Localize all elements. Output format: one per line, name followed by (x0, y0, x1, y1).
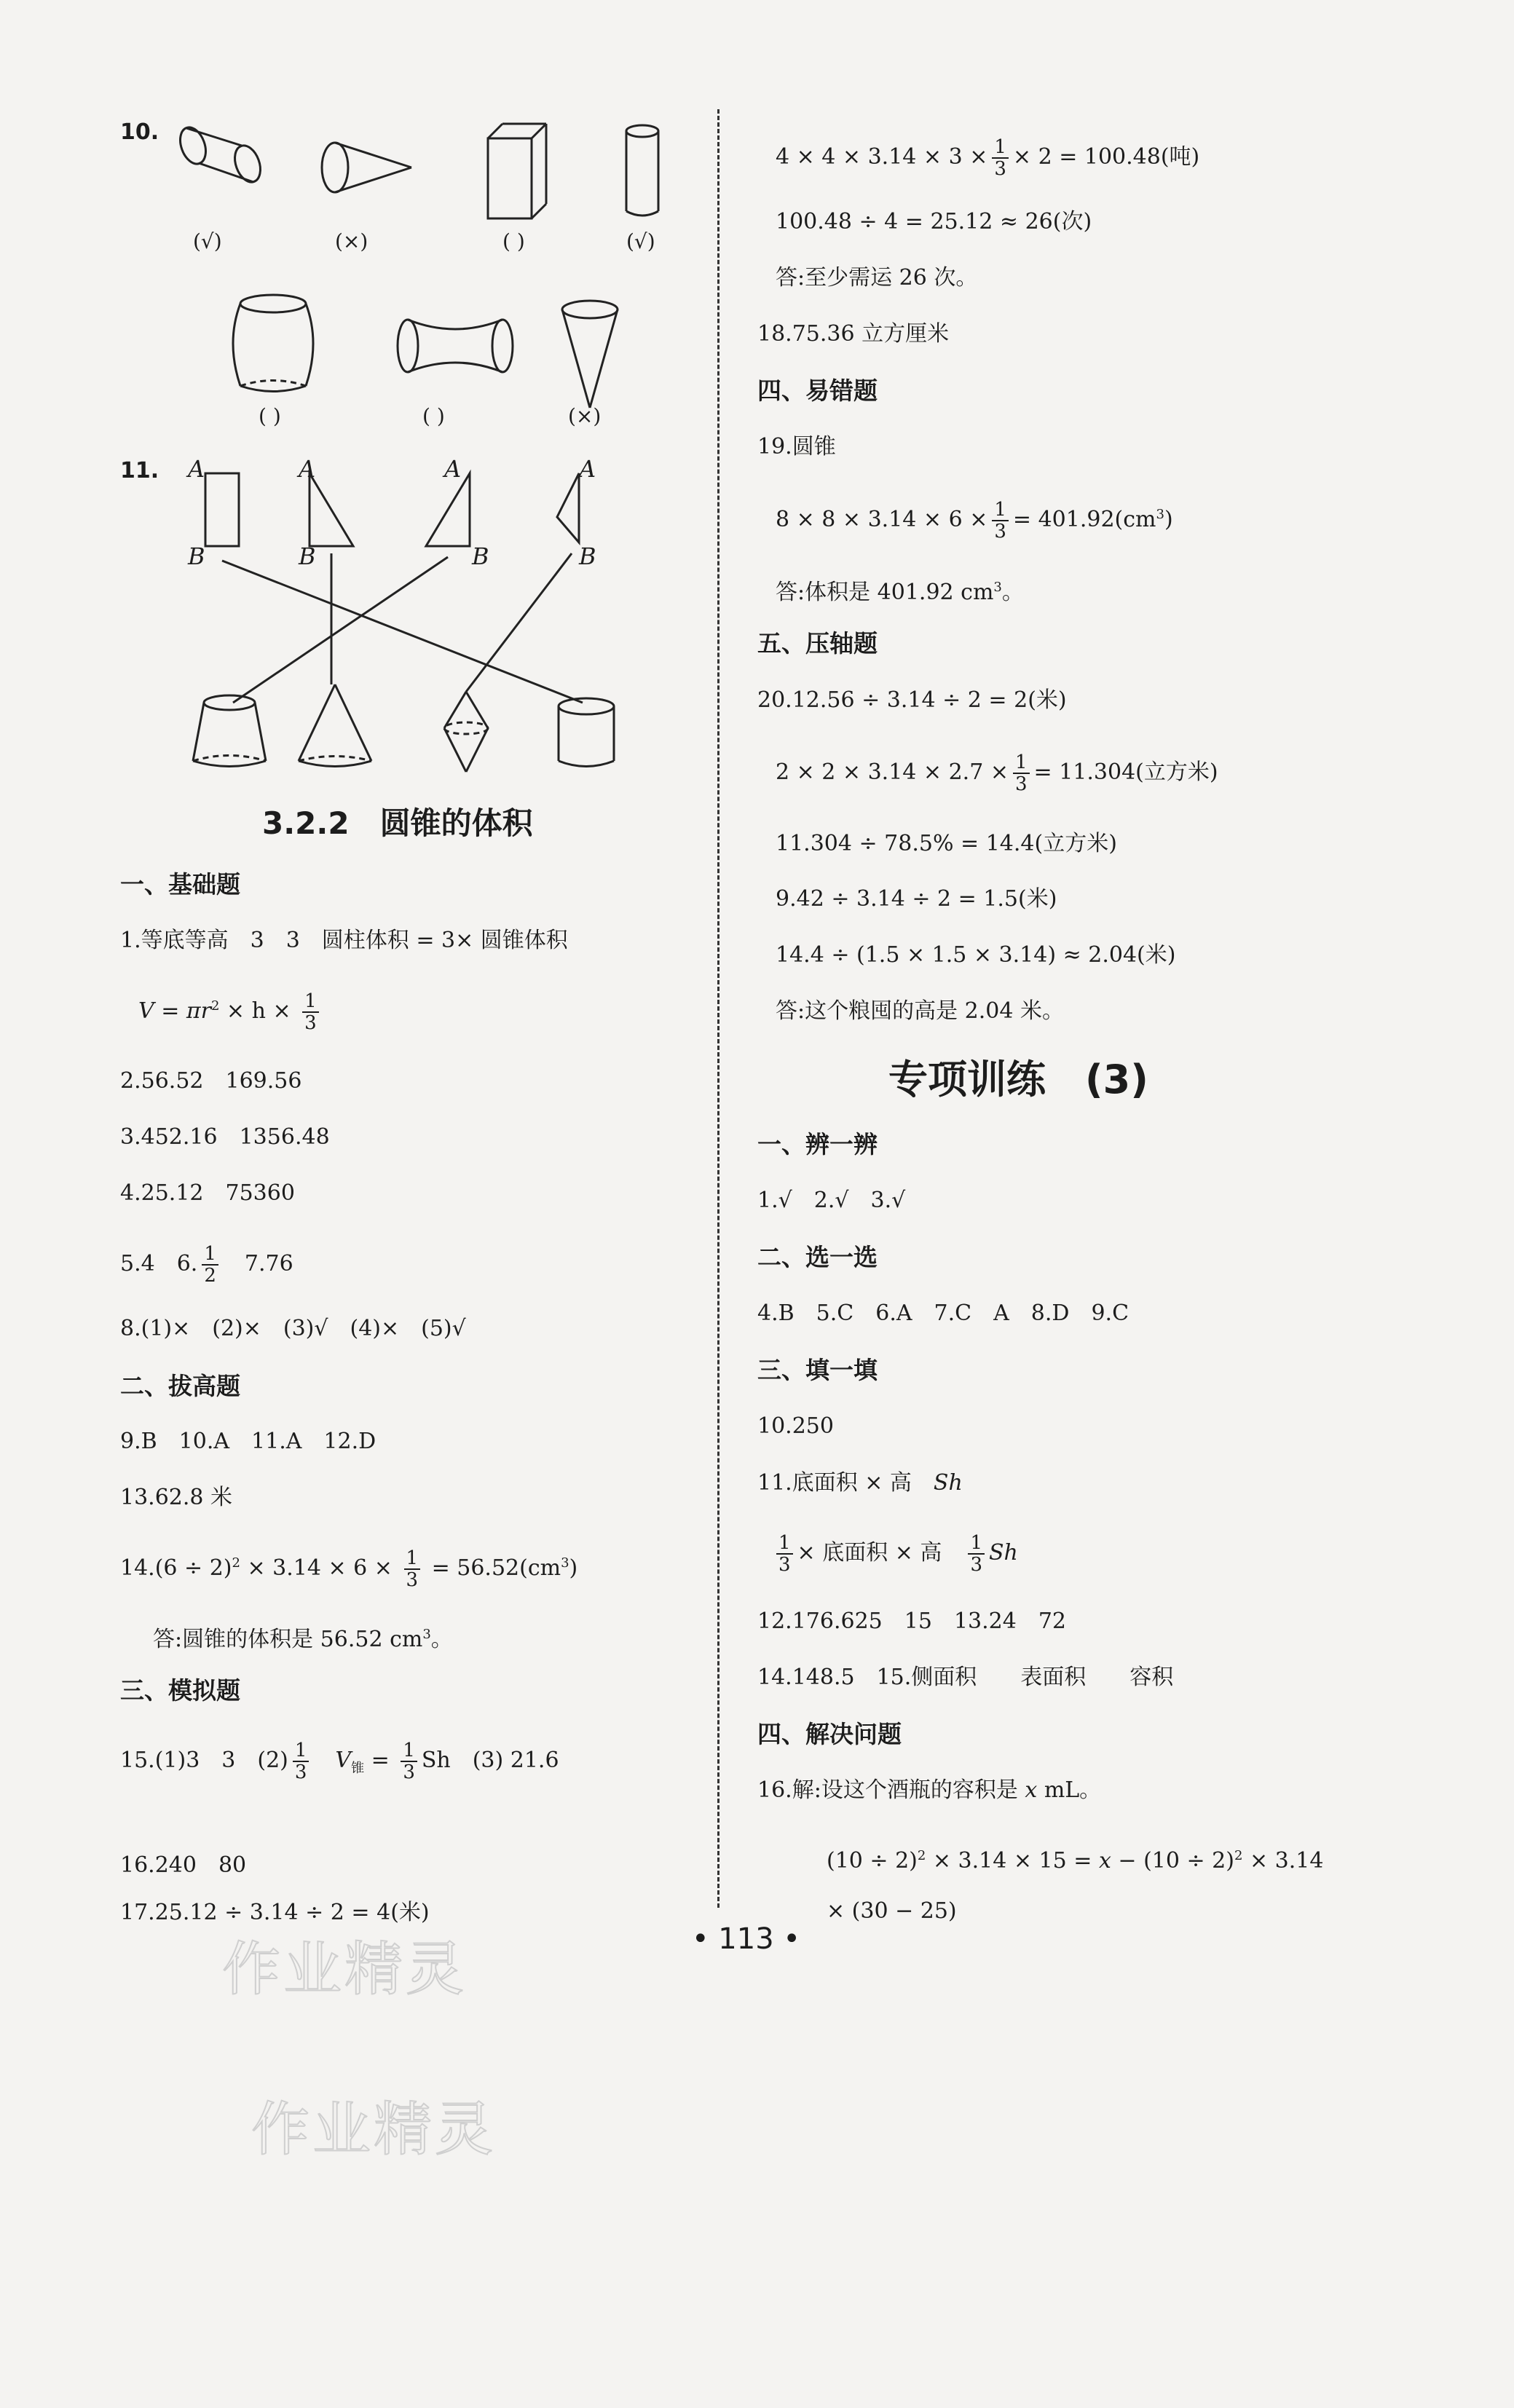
exp: 2 (210, 998, 220, 1014)
heading-final: 五、压轴题 (757, 629, 878, 658)
volume-symbol: V (335, 1748, 352, 1773)
double-cone-figure (444, 692, 488, 772)
heading-fill: 三、填一填 (757, 1356, 878, 1384)
fraction-one-third: $\frac{1}{3}$ (776, 1533, 793, 1575)
sh-symbol: Sh (933, 1470, 963, 1496)
close-paren: ) (1164, 507, 1173, 532)
answer-15-lead: 15.(1)3 3 (2) (120, 1748, 288, 1773)
answer-1-formula (138, 990, 323, 1033)
watermark: 作业精灵 (222, 1935, 467, 2003)
answer-20-step3: 11.304 ÷ 78.5% = 14.4(立方米) (776, 831, 1117, 856)
step2-lead: 4 × 4 × 3.14 × 3 × (776, 144, 988, 170)
heading-judge: 一、辨一辨 (757, 1130, 878, 1158)
answer-15 (120, 1740, 559, 1785)
q10-mark-5: ( ) (259, 404, 281, 428)
exp: 3 (993, 580, 1002, 595)
answer-20-reply: 答:这个粮囤的高是 2.04 米。 (776, 998, 1064, 1024)
answer-20-step4: 9.42 ÷ 3.14 ÷ 2 = 1.5(米) (776, 886, 1057, 912)
shape-small-triangle (557, 473, 579, 542)
heading-mock: 三、模拟题 (120, 1676, 240, 1705)
frustum-figure (193, 695, 266, 767)
shape-right-triangle-2 (426, 473, 470, 546)
answer-11-line2 (772, 1533, 1018, 1575)
answer-19-reply (776, 572, 1024, 609)
answer-1: 1.等底等高 3 3 圆柱体积 = 3× 圆锥体积 (120, 928, 568, 953)
cylinder-figure (559, 698, 614, 767)
exp: 3 (1156, 507, 1164, 522)
prism-figure (488, 124, 546, 218)
answers-1-3: 1.√ 2.√ 3.√ (757, 1188, 906, 1213)
q11-number: 11. (120, 458, 159, 483)
page-number: • 113 • (692, 1922, 800, 1956)
step2-tail: × 2 = 100.48(吨) (1012, 144, 1200, 170)
answer-14-result: = 56.52(cm (425, 1555, 561, 1581)
heading-error-prone: 四、易错题 (757, 376, 878, 405)
answer-6: 6. (176, 1251, 198, 1276)
answer-11-text: 11.底面积 × 高 (757, 1470, 934, 1496)
heading-advanced: 二、拔高题 (120, 1372, 240, 1400)
equals: = (364, 1748, 397, 1773)
calc-lead: 8 × 8 × 3.14 × 6 × (776, 507, 988, 532)
q11-label-b4: B (579, 542, 596, 570)
answer-14-lead: 14.(6 ÷ 2) (120, 1555, 232, 1581)
heading-basic: 一、基础题 (120, 870, 240, 899)
answer-13: 13.62.8 米 (120, 1485, 233, 1510)
shape-rectangle (205, 473, 239, 546)
exp: 3 (561, 1555, 569, 1571)
answer-14 (120, 1547, 577, 1590)
answer-7: 7.76 (244, 1251, 293, 1276)
special-training-title: 专项训练 (3) (888, 1057, 1148, 1102)
answer-16-equation (827, 1840, 1323, 1877)
calc-lead: 2 × 2 × 3.14 × 2.7 × (776, 759, 1009, 785)
answer-18: 18.75.36 立方厘米 (757, 321, 950, 347)
hourglass-figure (398, 320, 513, 372)
close-paren: ) (569, 1555, 578, 1581)
q10-number: 10. (120, 119, 159, 145)
answer-2: 2.56.52 169.56 (120, 1068, 302, 1094)
answer-20-calc (776, 752, 1218, 794)
fraction-one-third: $\frac{1}{3}$ (302, 991, 319, 1033)
q10-mark-1: (√) (193, 229, 222, 253)
fraction-one-third: $\frac{1}{3}$ (1013, 752, 1030, 794)
answer-14-mid: × 3.14 × 6 × (240, 1555, 393, 1581)
formula-lead: V = πr (138, 998, 211, 1024)
section-title: 3.2.2 圆锥的体积 (262, 805, 533, 841)
exp: 2 (232, 1555, 240, 1571)
answer-17-step3: 100.48 ÷ 4 = 25.12 ≈ 26(次) (776, 209, 1092, 234)
shape-right-triangle (309, 473, 353, 546)
variable-x: x (1098, 1848, 1111, 1874)
lying-cone-figure (322, 143, 411, 192)
answer-14-reply-text: 答:圆锥的体积是 56.52 cm (153, 1627, 423, 1652)
answer-20-step5: 14.4 ÷ (1.5 × 1.5 × 3.14) ≈ 2.04(米) (776, 942, 1176, 968)
q11-label-a2: A (299, 455, 316, 483)
answer-17: 17.25.12 ÷ 3.14 ÷ 2 = 4(米) (120, 1900, 430, 1925)
answer-19-calc (776, 499, 1173, 542)
sh-symbol: Sh (988, 1540, 1018, 1566)
cone-figure (299, 684, 371, 767)
answer-8: 8.(1)× (2)× (3)√ (4)× (5)√ (120, 1316, 466, 1341)
barrel-figure (233, 295, 313, 392)
period: 。 (1001, 580, 1024, 605)
q10-mark-2: (×) (335, 229, 368, 253)
q11-label-a1: A (188, 455, 205, 483)
reply-text: 答:体积是 401.92 cm (776, 580, 994, 605)
exp: 2 (917, 1848, 926, 1863)
variable-x: x (1025, 1777, 1038, 1803)
calc-tail: = 11.304(立方米) (1033, 759, 1218, 785)
formula-text: × 底面积 × 高 (797, 1540, 964, 1566)
eq-tail: × 3.14 (1242, 1848, 1324, 1874)
answer-4: 4.25.12 75360 (120, 1180, 295, 1206)
formula-mid: × h × (219, 998, 291, 1024)
fraction-one-half: $\frac{1}{2}$ (202, 1244, 218, 1286)
answers-14-15: 14.148.5 15.侧面积 表面积 容积 (757, 1665, 1174, 1690)
answer-19: 19.圆锥 (757, 434, 836, 459)
q11-matching-diagram (175, 466, 626, 786)
q10-mark-7: (×) (568, 404, 602, 428)
answer-14-reply (153, 1619, 453, 1656)
q11-label-b2: B (299, 542, 316, 570)
eq-mid2: − (10 ÷ 2) (1111, 1848, 1234, 1874)
answer-17-reply: 答:至少需运 26 次。 (776, 265, 978, 291)
eq-mid: × 3.14 × 15 = (926, 1848, 1099, 1874)
heading-solve: 四、解决问题 (757, 1720, 902, 1748)
q11-label-a4: A (579, 455, 596, 483)
answer-15-tail: Sh (3) 21.6 (421, 1748, 559, 1773)
answers-4-9: 4.B 5.C 6.A 7.C A 8.D 9.C (757, 1300, 1129, 1326)
q10-mark-6: ( ) (422, 404, 445, 428)
answer-16-tail: mL。 (1037, 1777, 1102, 1803)
upright-cylinder-figure (626, 125, 658, 216)
q11-label-b3: B (472, 542, 489, 570)
exp: 3 (422, 1627, 431, 1642)
answer-16-right (757, 1775, 1101, 1807)
column-divider (717, 109, 719, 1908)
q11-label-a3: A (444, 455, 462, 483)
answer-3: 3.452.16 1356.48 (120, 1124, 330, 1150)
heading-choose: 二、选一选 (757, 1243, 878, 1271)
cone-subscript: 锥 (351, 1761, 365, 1776)
exp: 2 (1234, 1848, 1243, 1863)
fraction-one-third: $\frac{1}{3}$ (992, 137, 1009, 179)
answer-16-equation-cont: × (30 − 25) (827, 1898, 957, 1924)
answers-12-13: 12.176.625 15 13.24 72 (757, 1608, 1066, 1634)
answer-5: 5.4 (120, 1251, 155, 1276)
q10-figures-row2 (218, 288, 641, 411)
answer-16: 16.240 80 (120, 1852, 247, 1878)
answer-20: 20.12.56 ÷ 3.14 ÷ 2 = 2(米) (757, 687, 1067, 713)
fraction-one-third: $\frac{1}{3}$ (401, 1740, 417, 1783)
period: 。 (430, 1627, 453, 1652)
answer-16-lead: 16.解:设这个酒瓶的容积是 (757, 1777, 1025, 1803)
q10-mark-3: ( ) (502, 229, 525, 253)
fraction-one-third: $\frac{1}{3}$ (968, 1533, 985, 1575)
watermark-lower: 作业精灵 (251, 2096, 496, 2163)
answer-5-7 (120, 1244, 293, 1286)
q10-mark-4: (√) (626, 229, 655, 253)
answer-9-12: 9.B 10.A 11.A 12.D (120, 1429, 376, 1454)
answer-10-right: 10.250 (757, 1413, 834, 1439)
fraction-one-third: $\frac{1}{3}$ (293, 1740, 309, 1783)
calc-tail: = 401.92(cm (1012, 507, 1156, 532)
inverted-cone-figure (562, 301, 618, 408)
answer-17-step2 (776, 137, 1199, 179)
q11-label-b1: B (188, 542, 205, 570)
eq-lead: (10 ÷ 2) (827, 1848, 918, 1874)
q10-figures-row1 (160, 102, 685, 226)
answer-11-right (757, 1467, 963, 1499)
tilted-cylinder-figure (176, 124, 265, 186)
fraction-one-third: $\frac{1}{3}$ (404, 1548, 421, 1590)
fraction-one-third: $\frac{1}{3}$ (992, 500, 1009, 542)
